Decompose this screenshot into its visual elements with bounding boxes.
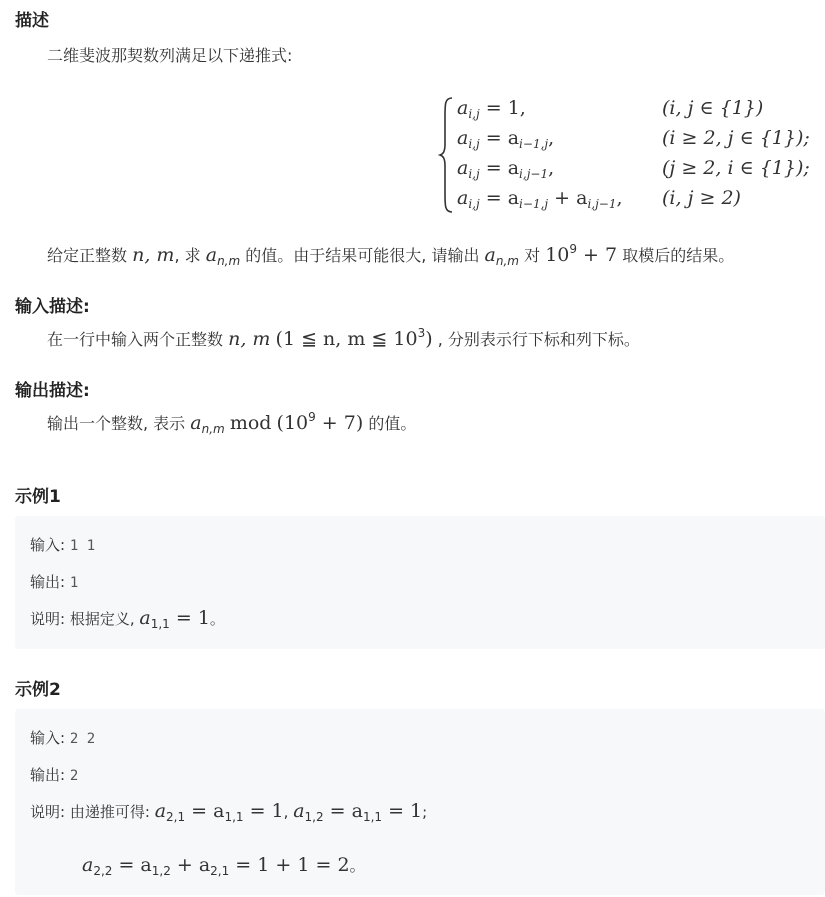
recurrence-row-1-lhs: $a_{i,j} = 1$, bbox=[457, 97, 526, 121]
recurrence-row-1-cond: (i, j ∈ {1}) bbox=[662, 97, 764, 119]
input-heading: 输入描述: bbox=[15, 297, 90, 317]
recurrence-row-2-lhs: $a_{i,j} = a_{i-1,j}$, bbox=[457, 127, 555, 151]
example2-output-value: 2 bbox=[69, 768, 79, 784]
example1-input-row: 输入: 1 1 bbox=[30, 536, 96, 554]
description-task: 给定正整数 n, m, 求 $a_{n,m}$ 的值。由于结果可能很大, 请输出 $a_{n,m}$ 对 $10^9 + 7$ 取模后的结果。 bbox=[47, 242, 735, 268]
example2-explanation: 说明: 由递推可得: $a_{2,1} = a_{1,1} = 1$, $a_{1,2} = a_{1,1} = 1$; bbox=[30, 800, 428, 824]
recurrence-row-2-cond: (i ≥ 2, j ∈ {1}); bbox=[662, 127, 810, 149]
description-heading: 描述 bbox=[15, 11, 49, 31]
example2-box bbox=[15, 709, 825, 895]
recurrence-row-4-cond: (i, j ≥ 2) bbox=[662, 187, 741, 209]
output-heading: 输出描述: bbox=[15, 381, 90, 401]
example1-output-value: 1 bbox=[69, 575, 79, 591]
recurrence-row-4-lhs: $a_{i,j} = a_{i-1,j} + a_{i,j-1}$, bbox=[457, 187, 623, 211]
description-intro: 二维斐波那契数列满足以下递推式: bbox=[47, 46, 293, 65]
example1-explanation: 说明: 根据定义, $a_{1,1} = 1$。 bbox=[30, 607, 225, 631]
example2-output-row: 输出: 2 bbox=[30, 766, 79, 784]
example2-explanation-formula: $a_{2,2} = a_{1,2} + a_{2,1} = 1 + 1 = 2$。 bbox=[82, 854, 366, 878]
left-brace bbox=[438, 96, 456, 214]
example1-heading: 示例1 bbox=[15, 487, 61, 507]
output-description: 输出一个整数, 表示 $a_{n,m}$ mod $(10^9 + 7)$ 的值。 bbox=[47, 410, 417, 436]
example1-output-row: 输出: 1 bbox=[30, 573, 79, 591]
example2-input-row: 输入: 2 2 bbox=[30, 729, 96, 747]
input-description: 在一行中输入两个正整数 n, m (1 ≦ n, m ≦ $10^3$) , 分别表示行下标和列下标。 bbox=[47, 326, 640, 350]
example2-input-value: 2 2 bbox=[69, 731, 96, 747]
example1-input-value: 1 1 bbox=[69, 538, 96, 554]
example2-heading: 示例2 bbox=[15, 680, 61, 700]
recurrence-row-3-lhs: $a_{i,j} = a_{i,j-1}$, bbox=[457, 157, 555, 181]
example1-box bbox=[15, 516, 825, 649]
recurrence-row-3-cond: (j ≥ 2, i ∈ {1}); bbox=[662, 157, 810, 179]
